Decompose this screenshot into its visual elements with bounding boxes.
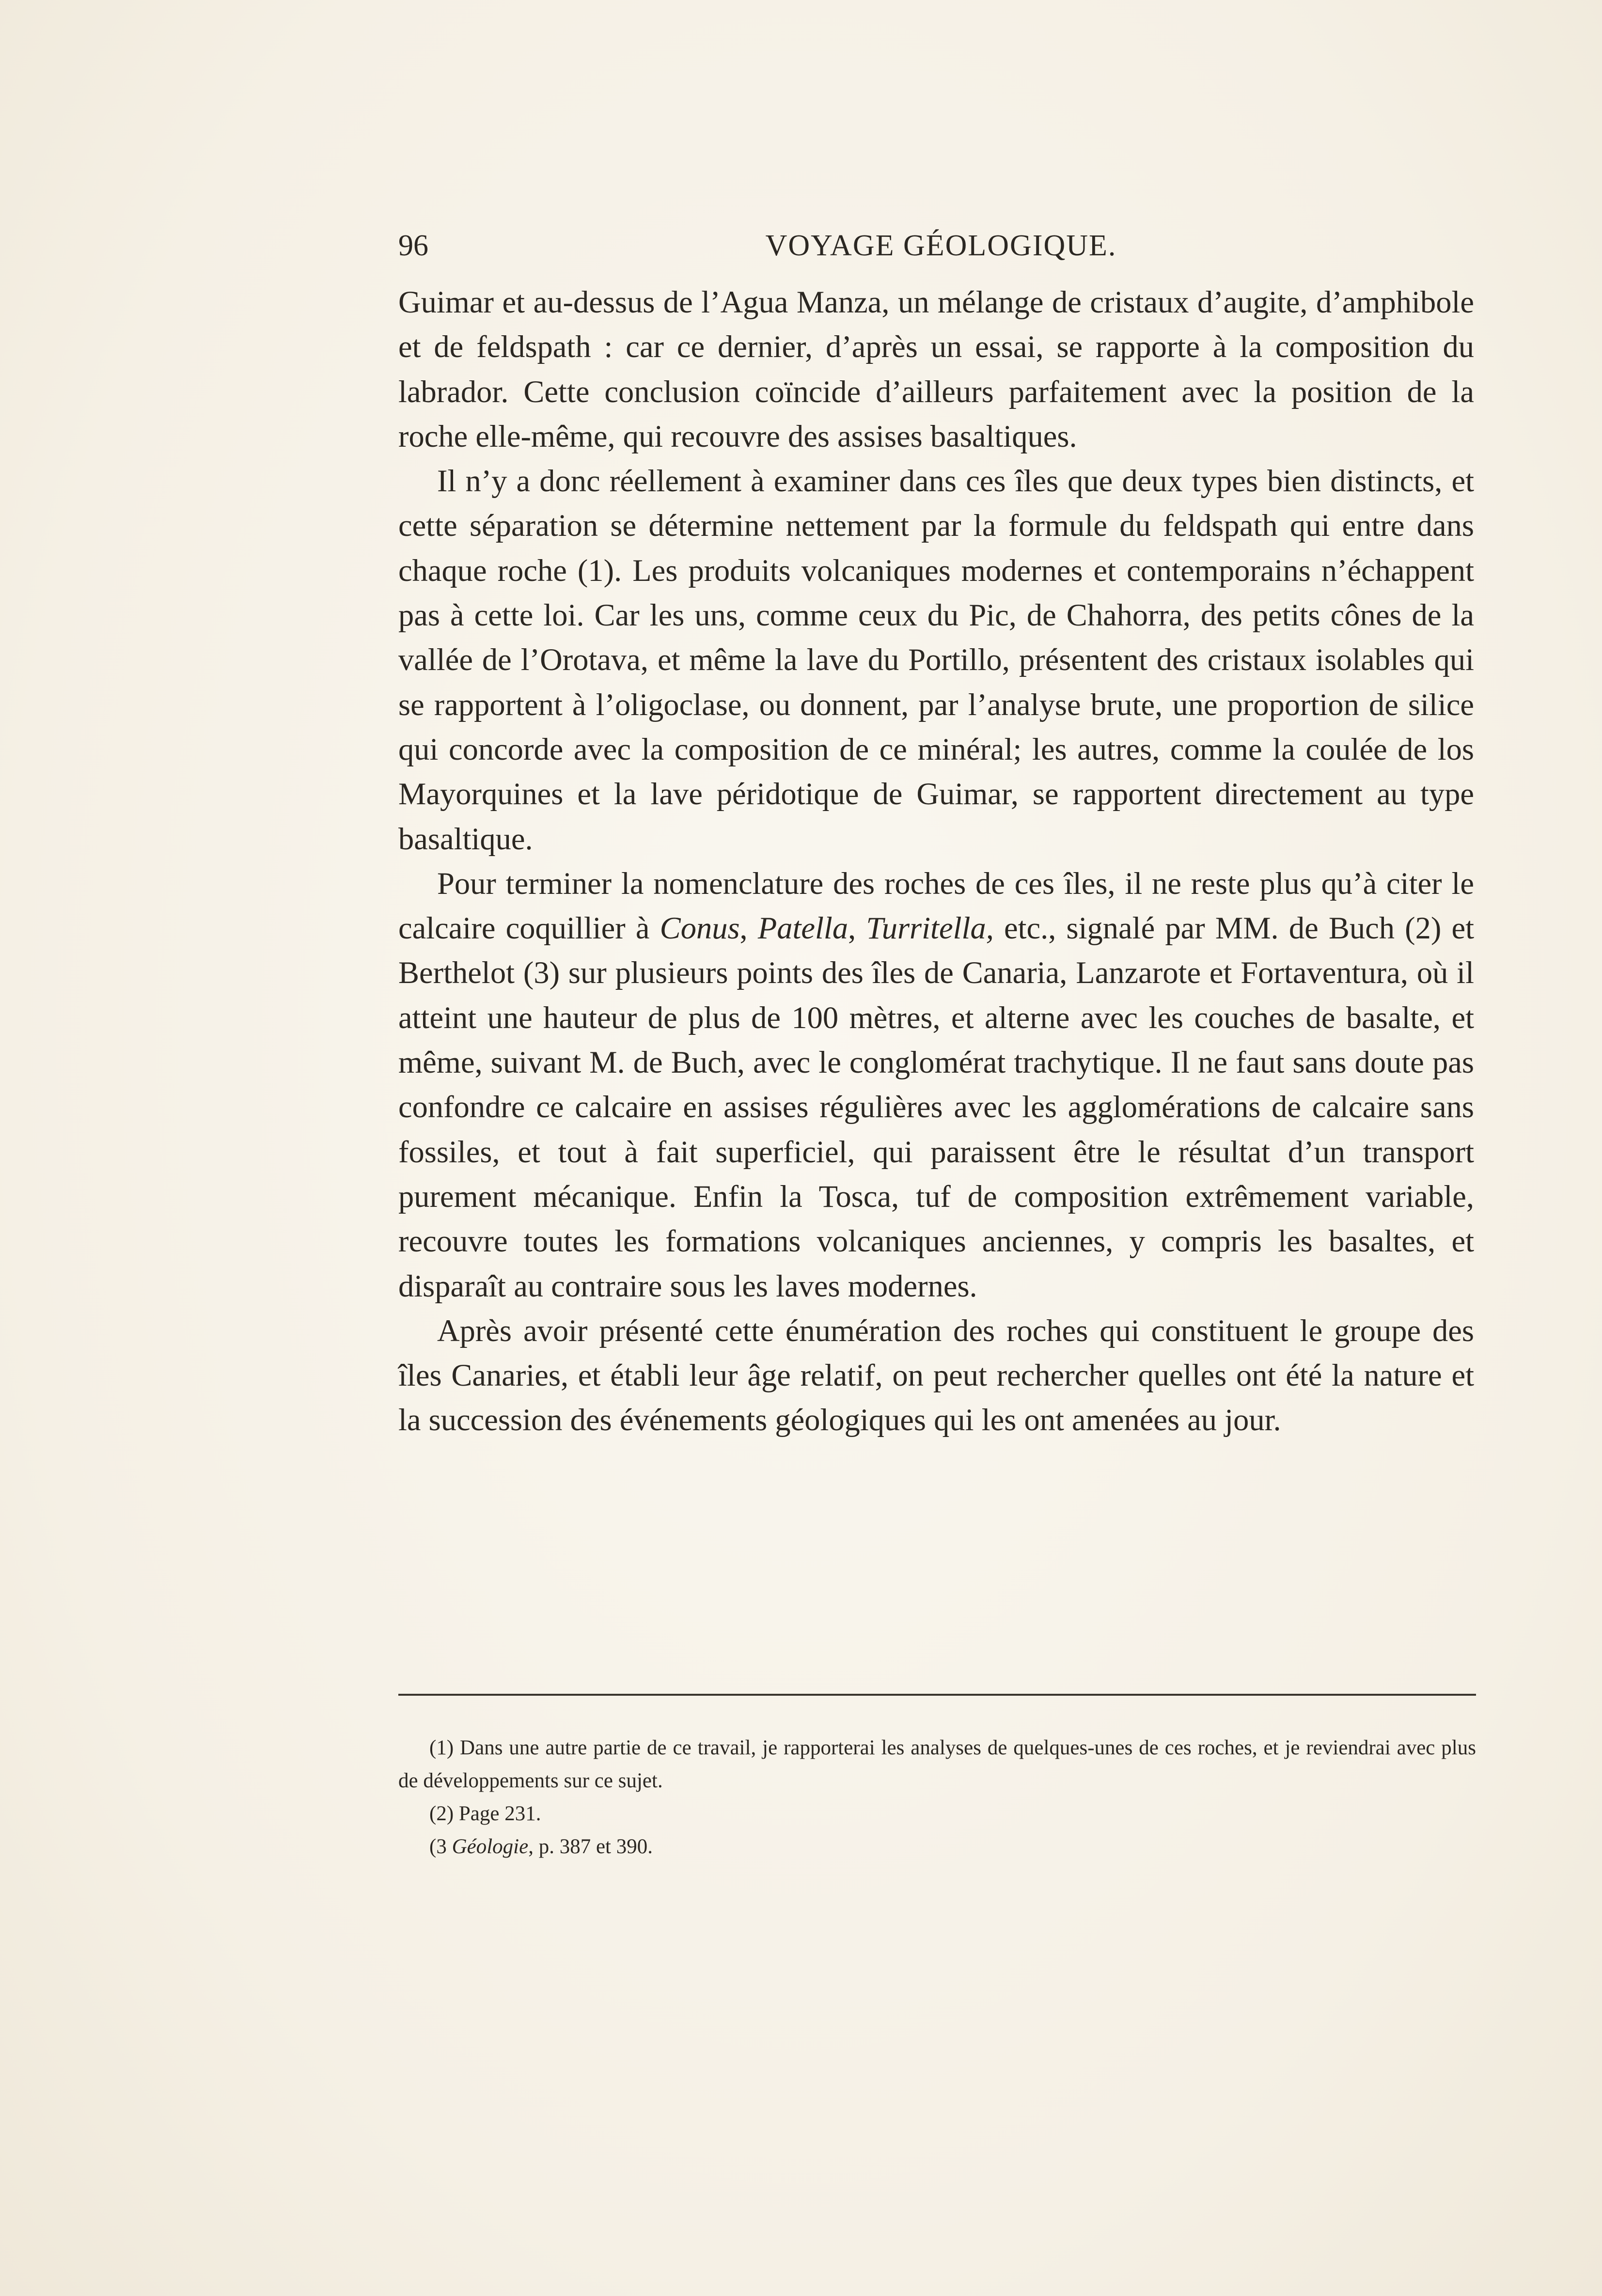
text-run: Dans une autre partie de ce travail, je rapporterai les analyses de quelques-unes de ces roches, et je reviendrai avec plus de développements sur ce sujet. [398,1736,1476,1792]
text-run: Guimar et au-dessus de l’Agua Manza, un mélange de cristaux d’augite, d’amphibole et de feldspath : car ce dernier, d’après un essai, se rapporte à la composition du labrador. Cette conclusion coïncide d’ailleurs parfaitement avec la position de la roche elle-même, qui recouvre des assises basaltiques. [398,285,1474,453]
text-run: Page 231. [454,1802,541,1825]
italic-text: Patella [757,911,848,946]
paragraph [398,1309,1474,1443]
text-run: etc., signalé par MM. de Buch (2) et Berthelot (3) sur plusieurs points des îles de Canaria, Lanzarote et Fortaventura, où il atteint une hauteur de plus de 100 mètres, et alterne avec les couches de basalte, et même, suivant M. de Buch, avec le conglomérat trachytique. Il ne faut sans doute pas confondre ce calcaire en assises régulières avec les agglomérations de calcaire sans fossiles, et tout à fait superficiel, qui paraissent être le résultat d’un transport purement mécanique. Enfin la Tosca, tuf de composition extrêmement variable, recouvre toutes les formations volcaniques anciennes, y compris les basaltes, et disparaît au contraire sous les laves modernes. [398,911,1475,1303]
text-run: , [739,911,758,946]
text-run: Après avoir présenté cette énumération des roches qui constituent le groupe des îles Canaries, et établi leur âge relatif, on peut rechercher quelles ont été la nature et la succession des événements géologiques qui les ont amenées au jour. [398,1313,1474,1437]
footnote-marker: (2) [429,1802,454,1825]
italic-text: Turritella, [866,911,994,946]
page-header [398,224,1484,267]
footnote-marker: (1) [429,1736,454,1759]
paragraph [398,280,1474,459]
paragraph [398,459,1474,861]
text-run: Il n’y a donc réellement à examiner dans ces îles que deux types bien distincts, et cette séparation se détermine nettement par la formule du feldspath qui entre dans chaque roche (1). Les produits volcaniques modernes et contemporains n’échappent pas à cette loi. Car les uns, comme ceux du Pic, de Chahorra, des petits cônes de la vallée de l’Orotava, et même la lave du Portillo, présentent des cristaux isolables qui se rapportent à l’oligoclase, ou donnent, par l’analyse brute, une proportion de silice qui concorde avec la composition de ce minéral; les autres, comme la coulée de los Mayorquines et la lave péridotique de Guimar, se rapportent directement au type basaltique. [398,464,1474,856]
body-text [398,280,1474,1443]
footnotes [398,1732,1476,1863]
footnote [398,1830,1476,1863]
paragraph [398,861,1474,1309]
footnote-separator [398,1694,1476,1696]
text-run: , [848,911,866,946]
footnote [398,1797,1476,1830]
page-number: 96 [398,229,428,262]
text-run: Pour terminer la nomenclature des roches de ces îles, il ne reste plus qu’à citer le calcaire coquillier à [398,866,1474,946]
footnote [398,1732,1476,1797]
text-run [447,1835,452,1858]
text-run: , p. 387 et 390. [528,1835,653,1858]
italic-text: Conus [660,911,740,946]
running-title: VOYAGE GÉOLOGIQUE. [765,229,1117,262]
italic-text: Géologie [452,1835,529,1858]
footnote-marker: (3 [429,1835,447,1858]
